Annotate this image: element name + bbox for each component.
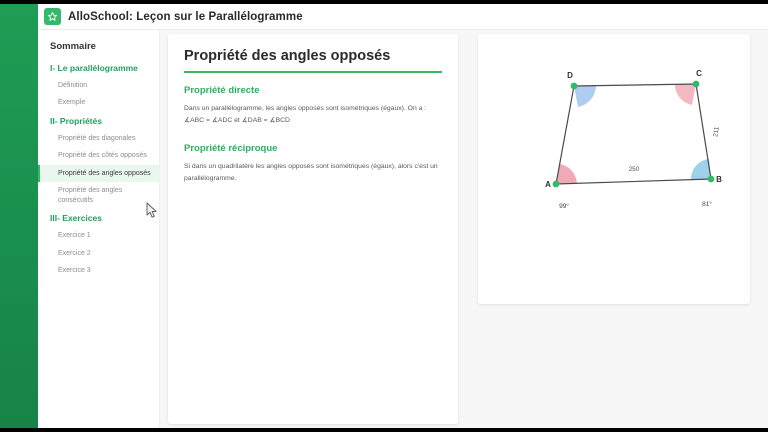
lesson-content-card: [168, 34, 458, 424]
sidebar-item-exercice-1[interactable]: Exercice 1: [58, 232, 91, 240]
sidebar-item-angles-opposes[interactable]: Propriété des angles opposés: [38, 165, 159, 182]
letterbox-bottom: [0, 428, 768, 432]
sidebar-item-cotes-opposes[interactable]: Propriété des côtés opposés: [58, 152, 147, 160]
vertex-dot-d: [571, 83, 578, 90]
page-body: [38, 30, 768, 428]
vertex-dot-c: [693, 81, 700, 88]
angle-label-a: 99°: [559, 203, 569, 210]
title-divider: [184, 71, 442, 73]
sidebar-item-definition[interactable]: Définition: [58, 82, 88, 89]
sidebar-item-exercice-2[interactable]: Exercice 2: [58, 249, 91, 257]
direct-property-text-1: Dans un parallélogramme, les angles opposés sont isométriques (égaux). On a :: [184, 105, 427, 112]
sidebar-item-angles-consecutifs[interactable]: Propriété des angles consécutifs: [58, 187, 123, 204]
sidebar-item-exemple[interactable]: Exemple: [58, 99, 86, 107]
page-title: AlloSchool: Leçon sur le Parallélogramme: [68, 10, 303, 23]
figure-card: [478, 34, 750, 304]
vertex-label-b: B: [716, 175, 722, 184]
vertex-label-a: A: [545, 180, 551, 189]
left-rail: [0, 4, 38, 428]
angle-label-b: 81°: [702, 201, 712, 208]
sidebar-section-1: I- Le parallélogramme: [50, 63, 138, 73]
sidebar-section-3: III- Exercices: [50, 213, 102, 224]
sidebar: [38, 30, 160, 428]
vertex-dot-a: [553, 181, 560, 188]
vertex-label-d: D: [567, 71, 573, 80]
app-header: [0, 4, 768, 30]
angle-arc-c: [675, 84, 696, 105]
lesson-heading: Propriété des angles opposés: [184, 48, 391, 64]
sidebar-item-exercice-3[interactable]: Exercice 3: [58, 266, 91, 274]
direct-property-text-2: ∡ABC = ∡ADC et ∡DAB = ∡BCD: [184, 116, 290, 124]
direct-property-heading: Propriété directe: [184, 85, 260, 96]
sidebar-item-diagonales[interactable]: Propriété des diagonales: [58, 134, 136, 142]
parallelogram-figure: [478, 34, 750, 304]
side-label-bc: 211: [712, 126, 721, 138]
reciprocal-property-heading: Propriété réciproque: [184, 142, 278, 154]
sidebar-section-2: II- Propriétés: [50, 115, 102, 126]
star-badge-icon: [44, 8, 61, 25]
vertex-dot-b: [708, 176, 715, 183]
vertex-label-c: C: [696, 69, 702, 78]
angle-arc-d: [574, 86, 596, 107]
side-label-ab: 250: [628, 166, 640, 173]
letterbox-top: [0, 0, 768, 4]
sidebar-title: Sommaire: [50, 41, 96, 52]
reciprocal-property-text: Si dans un quadrilatère les angles opposés sont isométriques (égaux), alors c'est un parallélogramme.: [184, 162, 438, 182]
